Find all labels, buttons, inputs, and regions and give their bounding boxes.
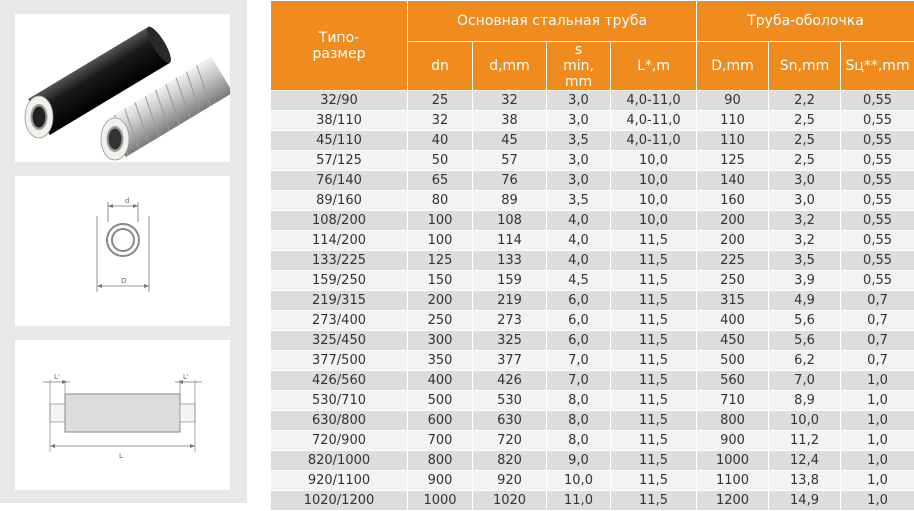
cell-length: 11,5	[611, 491, 697, 511]
cell-type-size: 76/140	[271, 171, 408, 191]
table-row	[271, 311, 914, 331]
cell-length: 4,0-11,0	[611, 111, 697, 131]
table-row	[271, 191, 914, 211]
cell-sn-mm: 10,0	[769, 411, 841, 431]
cell-sc-mm: 0,55	[841, 251, 914, 271]
cell-sc-mm: 0,7	[841, 351, 914, 371]
cell-sn-mm: 5,6	[769, 311, 841, 331]
cell-type-size: 114/200	[271, 231, 408, 251]
cell-D-mm: 710	[697, 391, 769, 411]
cell-sn-mm: 3,0	[769, 171, 841, 191]
cell-D-mm: 400	[697, 311, 769, 331]
cell-dn: 100	[408, 211, 473, 231]
cell-sc-mm: 1,0	[841, 431, 914, 451]
cell-s-min: 10,0	[547, 471, 611, 491]
col-header-sc-mm: Sц**,mm	[841, 42, 914, 91]
cell-d-mm: 45	[473, 131, 547, 151]
cell-D-mm: 560	[697, 371, 769, 391]
cell-sn-mm: 5,6	[769, 331, 841, 351]
cell-dn: 1000	[408, 491, 473, 511]
cell-dn: 125	[408, 251, 473, 271]
cell-dn: 900	[408, 471, 473, 491]
cell-dn: 200	[408, 291, 473, 311]
cell-sc-mm: 0,55	[841, 91, 914, 111]
cell-length: 11,5	[611, 351, 697, 371]
cell-dn: 300	[408, 331, 473, 351]
side-view-card	[15, 340, 230, 490]
cell-sn-mm: 11,2	[769, 431, 841, 451]
table-row	[271, 291, 914, 311]
cell-s-min: 4,0	[547, 231, 611, 251]
cell-dn: 100	[408, 231, 473, 251]
table-row	[271, 391, 914, 411]
cell-D-mm: 110	[697, 131, 769, 151]
cell-d-mm: 114	[473, 231, 547, 251]
cell-s-min: 7,0	[547, 371, 611, 391]
cell-dn: 32	[408, 111, 473, 131]
cell-s-min: 4,0	[547, 211, 611, 231]
cell-type-size: 377/500	[271, 351, 408, 371]
cell-d-mm: 377	[473, 351, 547, 371]
D-dimension-label: D	[121, 277, 126, 285]
cell-sn-mm: 7,0	[769, 371, 841, 391]
cell-D-mm: 200	[697, 231, 769, 251]
cell-type-size: 530/710	[271, 391, 408, 411]
illustrations-panel	[0, 0, 247, 503]
cell-s-min: 6,0	[547, 311, 611, 331]
cell-sc-mm: 0,55	[841, 131, 914, 151]
cell-sc-mm: 1,0	[841, 391, 914, 411]
cell-type-size: 32/90	[271, 91, 408, 111]
cell-D-mm: 800	[697, 411, 769, 431]
pipe-spec-table	[270, 0, 914, 511]
cell-sc-mm: 0,7	[841, 291, 914, 311]
col-header-D-mm: D,mm	[697, 42, 769, 91]
cell-sn-mm: 2,5	[769, 131, 841, 151]
cell-type-size: 720/900	[271, 431, 408, 451]
cell-length: 10,0	[611, 171, 697, 191]
cell-d-mm: 630	[473, 411, 547, 431]
cell-d-mm: 108	[473, 211, 547, 231]
cell-D-mm: 500	[697, 351, 769, 371]
cell-dn: 80	[408, 191, 473, 211]
cell-sc-mm: 0,55	[841, 151, 914, 171]
table-row	[271, 211, 914, 231]
table-row	[271, 231, 914, 251]
cell-type-size: 108/200	[271, 211, 408, 231]
cell-s-min: 11,0	[547, 491, 611, 511]
cell-sn-mm: 2,5	[769, 111, 841, 131]
cell-sc-mm: 0,55	[841, 231, 914, 251]
cell-D-mm: 225	[697, 251, 769, 271]
col-header-sn-mm: Sn,mm	[769, 42, 841, 91]
cell-length: 11,5	[611, 271, 697, 291]
cell-sn-mm: 2,5	[769, 151, 841, 171]
cell-d-mm: 57	[473, 151, 547, 171]
cell-d-mm: 32	[473, 91, 547, 111]
table-row	[271, 111, 914, 131]
cell-sn-mm: 6,2	[769, 351, 841, 371]
cell-d-mm: 89	[473, 191, 547, 211]
insulated-pipes-image	[15, 14, 230, 162]
cell-length: 11,5	[611, 471, 697, 491]
cell-D-mm: 140	[697, 171, 769, 191]
cell-s-min: 3,0	[547, 151, 611, 171]
cell-type-size: 159/250	[271, 271, 408, 291]
cell-type-size: 630/800	[271, 411, 408, 431]
cell-sc-mm: 1,0	[841, 411, 914, 431]
cell-type-size: 325/450	[271, 331, 408, 351]
cell-sc-mm: 0,7	[841, 331, 914, 351]
table-header-row	[271, 1, 914, 42]
cell-s-min: 7,0	[547, 351, 611, 371]
cell-type-size: 57/125	[271, 151, 408, 171]
cell-dn: 40	[408, 131, 473, 151]
table-row	[271, 251, 914, 271]
cell-length: 4,0-11,0	[611, 91, 697, 111]
cell-dn: 250	[408, 311, 473, 331]
cell-sc-mm: 0,55	[841, 171, 914, 191]
cell-length: 11,5	[611, 231, 697, 251]
cell-sn-mm: 3,9	[769, 271, 841, 291]
cell-d-mm: 720	[473, 431, 547, 451]
cell-length: 11,5	[611, 331, 697, 351]
cell-D-mm: 1100	[697, 471, 769, 491]
col-header-s-min: s min, mm	[547, 42, 611, 91]
cell-sc-mm: 0,55	[841, 211, 914, 231]
cell-type-size: 89/160	[271, 191, 408, 211]
table-row	[271, 91, 914, 111]
total-length-label: L	[119, 452, 123, 460]
cell-length: 11,5	[611, 411, 697, 431]
cell-s-min: 3,0	[547, 91, 611, 111]
cell-sn-mm: 4,9	[769, 291, 841, 311]
cell-D-mm: 125	[697, 151, 769, 171]
table-row	[271, 331, 914, 351]
cell-s-min: 8,0	[547, 431, 611, 451]
cell-type-size: 38/110	[271, 111, 408, 131]
cell-dn: 50	[408, 151, 473, 171]
cell-D-mm: 900	[697, 431, 769, 451]
col-header-length: L*,m	[611, 42, 697, 91]
cross-section-card	[15, 176, 230, 326]
cell-type-size: 920/1100	[271, 471, 408, 491]
cell-length: 10,0	[611, 211, 697, 231]
cell-sn-mm: 13,8	[769, 471, 841, 491]
col-header-dn: dn	[408, 42, 473, 91]
cell-length: 11,5	[611, 251, 697, 271]
cell-sc-mm: 0,55	[841, 191, 914, 211]
cell-dn: 700	[408, 431, 473, 451]
cell-sn-mm: 12,4	[769, 451, 841, 471]
cell-sn-mm: 3,2	[769, 211, 841, 231]
type-size-header: Типо-размер	[271, 1, 408, 91]
cell-dn: 25	[408, 91, 473, 111]
cell-length: 11,5	[611, 451, 697, 471]
cell-sn-mm: 8,9	[769, 391, 841, 411]
cell-s-min: 9,0	[547, 451, 611, 471]
cell-sc-mm: 0,7	[841, 311, 914, 331]
table-row	[271, 471, 914, 491]
cell-dn: 600	[408, 411, 473, 431]
cell-type-size: 273/400	[271, 311, 408, 331]
shell-pipe-header: Труба-оболочка	[697, 1, 914, 42]
cell-sc-mm: 1,0	[841, 491, 914, 511]
cell-sc-mm: 1,0	[841, 371, 914, 391]
cell-d-mm: 38	[473, 111, 547, 131]
cell-length: 10,0	[611, 151, 697, 171]
cell-D-mm: 110	[697, 111, 769, 131]
cell-length: 11,5	[611, 431, 697, 451]
cell-D-mm: 90	[697, 91, 769, 111]
cell-sn-mm: 3,2	[769, 231, 841, 251]
cell-D-mm: 250	[697, 271, 769, 291]
cell-sn-mm: 3,5	[769, 251, 841, 271]
cell-type-size: 820/1000	[271, 451, 408, 471]
cell-type-size: 45/110	[271, 131, 408, 151]
cell-s-min: 8,0	[547, 411, 611, 431]
cell-s-min: 3,0	[547, 171, 611, 191]
cell-type-size: 219/315	[271, 291, 408, 311]
cell-sc-mm: 1,0	[841, 471, 914, 491]
cell-type-size: 426/560	[271, 371, 408, 391]
cell-sn-mm: 2,2	[769, 91, 841, 111]
table-row	[271, 271, 914, 291]
cell-type-size: 133/225	[271, 251, 408, 271]
cell-sc-mm: 0,55	[841, 271, 914, 291]
cell-dn: 150	[408, 271, 473, 291]
cell-s-min: 4,5	[547, 271, 611, 291]
main-pipe-header: Основная стальная труба	[408, 1, 697, 42]
cell-d-mm: 219	[473, 291, 547, 311]
cell-s-min: 6,0	[547, 331, 611, 351]
cell-dn: 350	[408, 351, 473, 371]
cell-length: 4,0-11,0	[611, 131, 697, 151]
left-end-length-label: L'	[54, 373, 60, 381]
cell-dn: 800	[408, 451, 473, 471]
cell-length: 10,0	[611, 191, 697, 211]
cell-dn: 500	[408, 391, 473, 411]
pipe-cross-section-drawing	[15, 176, 230, 326]
cell-D-mm: 160	[697, 191, 769, 211]
cell-D-mm: 450	[697, 331, 769, 351]
cell-s-min: 3,5	[547, 191, 611, 211]
cell-s-min: 3,0	[547, 111, 611, 131]
table-row	[271, 431, 914, 451]
table-row	[271, 451, 914, 471]
cell-d-mm: 325	[473, 331, 547, 351]
cell-s-min: 8,0	[547, 391, 611, 411]
cell-d-mm: 530	[473, 391, 547, 411]
cell-sc-mm: 1,0	[841, 451, 914, 471]
cell-dn: 65	[408, 171, 473, 191]
right-end-length-label: L'	[183, 373, 189, 381]
cell-s-min: 6,0	[547, 291, 611, 311]
cell-d-mm: 76	[473, 171, 547, 191]
col-header-d-mm: d,mm	[473, 42, 547, 91]
cell-s-min: 3,5	[547, 131, 611, 151]
cell-d-mm: 159	[473, 271, 547, 291]
table-row	[271, 171, 914, 191]
cell-d-mm: 1020	[473, 491, 547, 511]
cell-D-mm: 315	[697, 291, 769, 311]
cell-dn: 400	[408, 371, 473, 391]
cell-length: 11,5	[611, 391, 697, 411]
cell-D-mm: 200	[697, 211, 769, 231]
cell-length: 11,5	[611, 311, 697, 331]
cell-s-min: 4,0	[547, 251, 611, 271]
table-row	[271, 351, 914, 371]
table-row	[271, 131, 914, 151]
cell-D-mm: 1000	[697, 451, 769, 471]
cell-d-mm: 133	[473, 251, 547, 271]
cell-D-mm: 1200	[697, 491, 769, 511]
d-dimension-label: d	[125, 197, 129, 205]
table-row	[271, 491, 914, 511]
cell-sc-mm: 0,55	[841, 111, 914, 131]
cell-sn-mm: 3,0	[769, 191, 841, 211]
pipe-photo-card	[15, 14, 230, 162]
cell-d-mm: 426	[473, 371, 547, 391]
cell-d-mm: 820	[473, 451, 547, 471]
table-row	[271, 411, 914, 431]
cell-length: 11,5	[611, 371, 697, 391]
table-row	[271, 371, 914, 391]
pipe-side-view-drawing	[15, 340, 230, 490]
cell-d-mm: 273	[473, 311, 547, 331]
table-row	[271, 151, 914, 171]
cell-d-mm: 920	[473, 471, 547, 491]
cell-sn-mm: 14,9	[769, 491, 841, 511]
cell-length: 11,5	[611, 291, 697, 311]
cell-type-size: 1020/1200	[271, 491, 408, 511]
